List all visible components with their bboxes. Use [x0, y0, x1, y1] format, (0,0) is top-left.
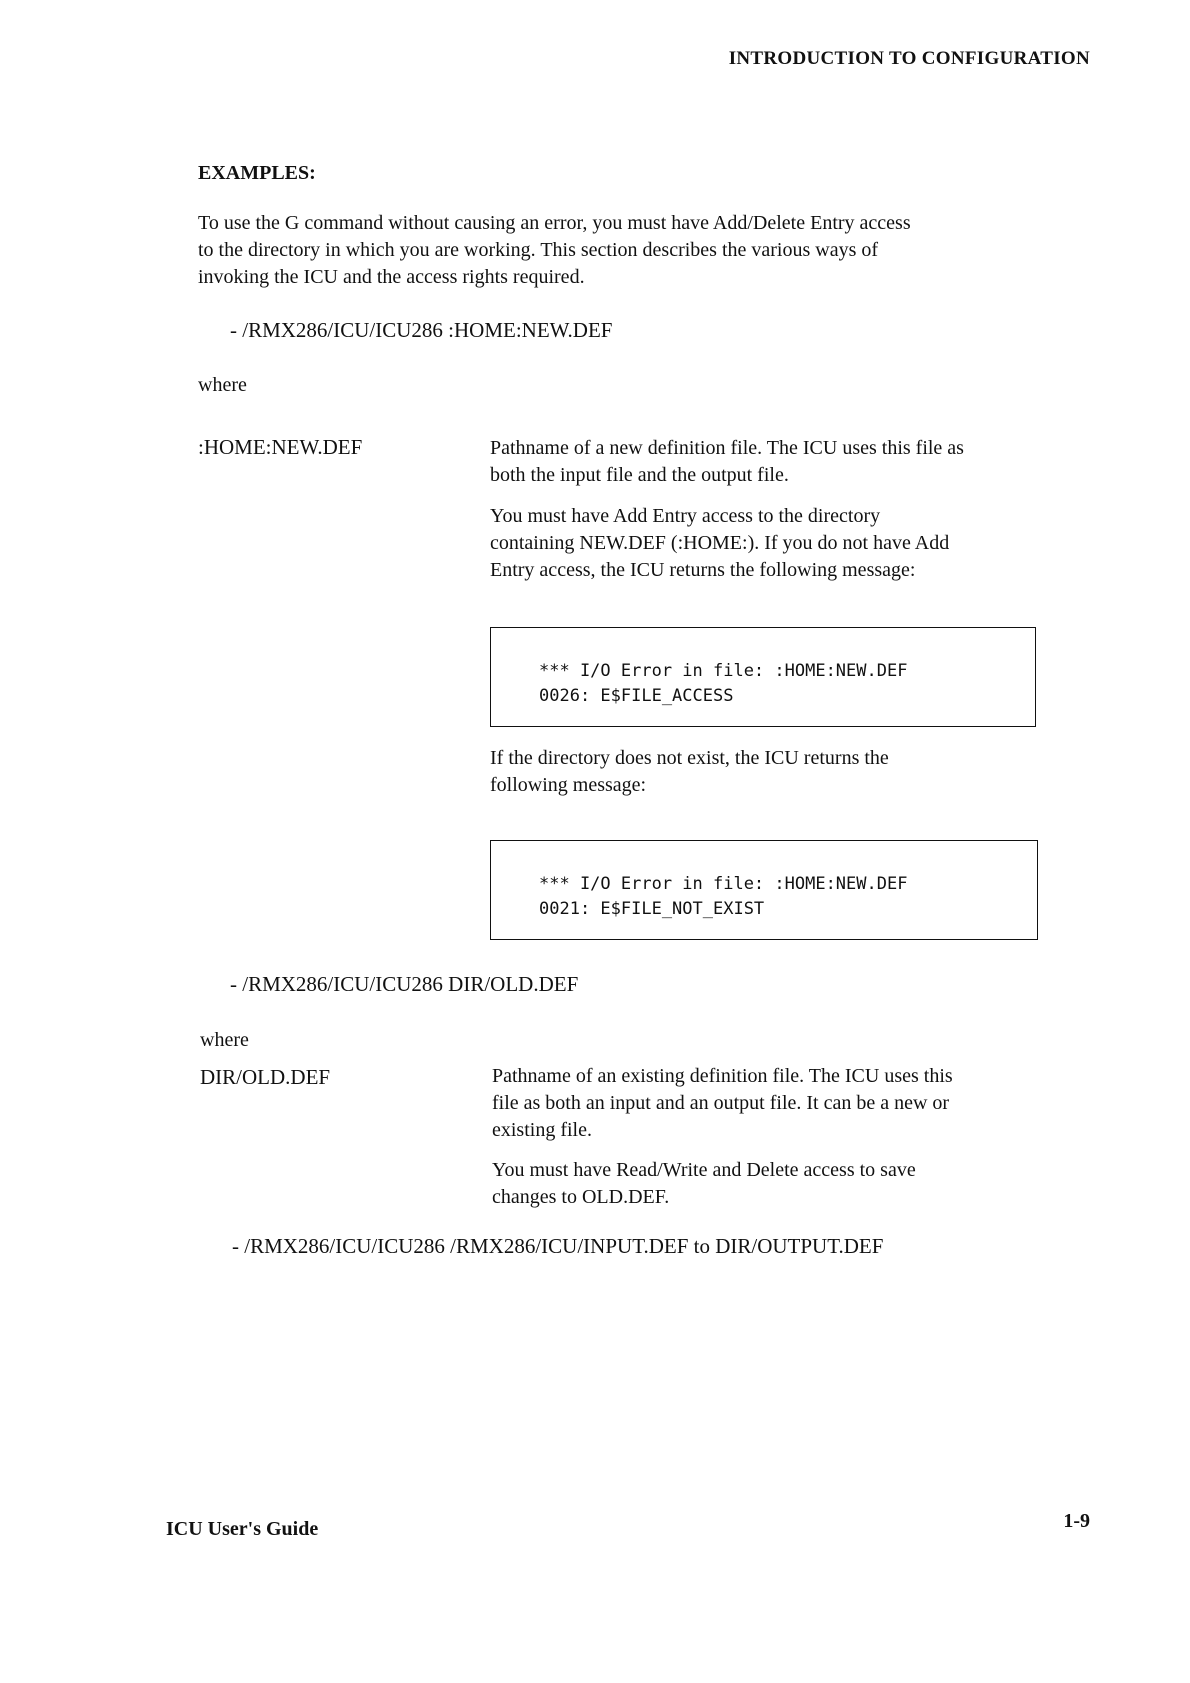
error-message-line: *** I/O Error in file: :HOME:NEW.DEF [539, 874, 908, 894]
desc-line: Entry access, the ICU returns the following message: [490, 559, 916, 581]
example2-command: - /RMX286/ICU/ICU286 DIR/OLD.DEF [230, 972, 579, 996]
example1-desc2 [490, 503, 1080, 584]
example2-term: DIR/OLD.DEF [200, 1065, 331, 1089]
desc-line: If the directory does not exist, the ICU returns the [490, 747, 889, 769]
example2-desc1 [492, 1063, 1082, 1144]
desc-line: changes to OLD.DEF. [492, 1186, 670, 1208]
footer-guide-title: ICU User's Guide [166, 1518, 319, 1540]
desc-line: Pathname of a new definition file. The ICU uses this file as [490, 437, 964, 459]
section-heading: EXAMPLES: [198, 162, 316, 184]
example1-command: - /RMX286/ICU/ICU286 :HOME:NEW.DEF [230, 318, 613, 342]
page-number: 1-9 [1063, 1510, 1090, 1532]
intro-line: to the directory in which you are working. This section describes the various ways of [198, 239, 879, 261]
running-header: INTRODUCTION TO CONFIGURATION [728, 48, 1090, 69]
desc-line: both the input file and the output file. [490, 464, 789, 486]
example2-where: where [200, 1029, 249, 1051]
error-message-line: *** I/O Error in file: :HOME:NEW.DEF [539, 661, 908, 681]
desc-line: existing file. [492, 1119, 592, 1141]
example3-command: - /RMX286/ICU/ICU286 /RMX286/ICU/INPUT.DEF to DIR/OUTPUT.DEF [232, 1234, 884, 1258]
example1-desc3 [490, 745, 1080, 799]
example2-desc2 [492, 1157, 1082, 1211]
desc-line: containing NEW.DEF (:HOME:). If you do not have Add [490, 532, 950, 554]
intro-paragraph [198, 210, 1078, 291]
desc-line: You must have Read/Write and Delete access to save [492, 1159, 916, 1181]
intro-line: invoking the ICU and the access rights required. [198, 266, 585, 288]
error-message-line: 0021: E$FILE_NOT_EXIST [539, 899, 765, 919]
desc-line: You must have Add Entry access to the directory [490, 505, 881, 527]
desc-line: file as both an input and an output file. It can be a new or [492, 1092, 950, 1114]
example1-where: where [198, 374, 247, 396]
error-message-box [490, 840, 1038, 940]
example1-term: :HOME:NEW.DEF [198, 435, 363, 459]
intro-line: To use the G command without causing an error, you must have Add/Delete Entry access [198, 212, 911, 234]
desc-line: following message: [490, 774, 647, 796]
error-message-line: 0026: E$FILE_ACCESS [539, 686, 734, 706]
desc-line: Pathname of an existing definition file. The ICU uses this [492, 1065, 953, 1087]
example1-desc1 [490, 435, 1080, 489]
error-message-box [490, 627, 1036, 727]
